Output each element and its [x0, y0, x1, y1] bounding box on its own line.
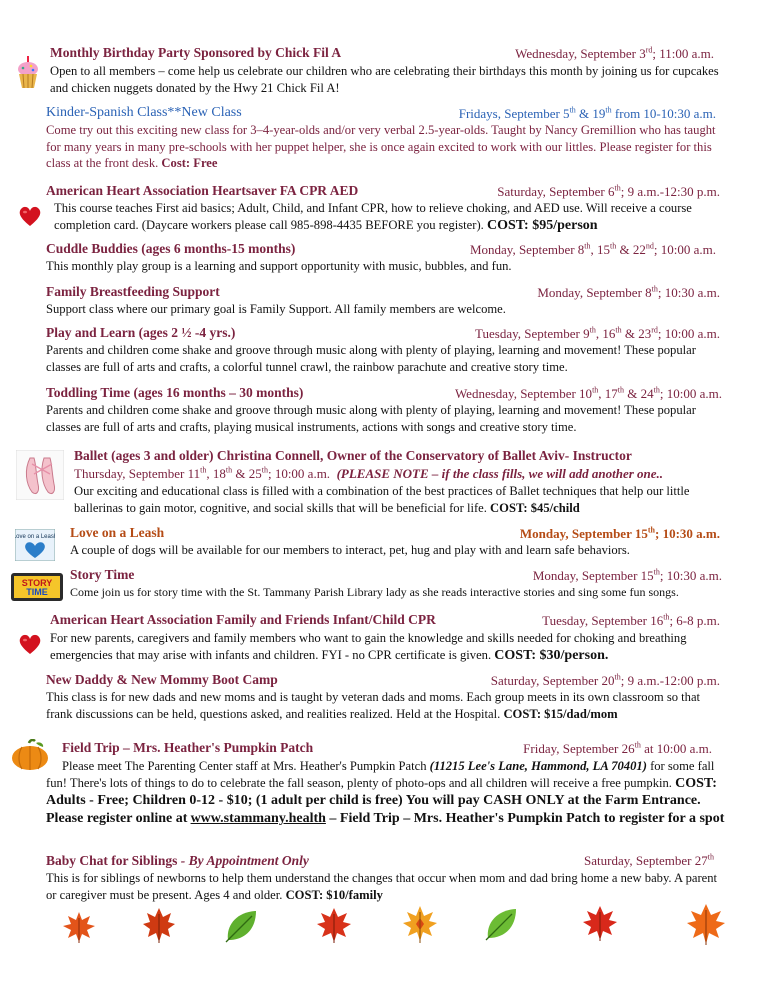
event-title: Kinder-Spanish Class**New Class: [46, 105, 242, 120]
event-title: Field Trip – Mrs. Heather's Pumpkin Patch: [62, 740, 314, 755]
heart-icon: [18, 204, 42, 233]
event-date: Monday, September 15th; 10:30 a.m.: [532, 567, 722, 583]
autumn-leaves-border: [0, 898, 772, 958]
story-time-icon-label-bottom: TIME: [26, 587, 48, 597]
event-title: Ballet (ages 3 and older) Christina Connell, Owner of the Conservatory of Ballet Aviv- Instructor: [74, 448, 632, 463]
event-description: Parents and children come shake and groove through music along with plenty of playing, learning and movement! These popular classes are full of arts and crafts, playing musical instruments, actions with songs and creative story time.: [46, 403, 696, 434]
event-date: Saturday, September 20th; 9 a.m.-12:00 p.m.: [490, 672, 720, 688]
event-date: Thursday, September 11th, 18th & 25th; 10:00 a.m. (PLEASE NOTE – if the class fills, we will add another one..: [74, 465, 664, 481]
story-time-icon-label-top: STORY: [21, 578, 53, 588]
event-title-sub: - By Appointment Only: [180, 853, 309, 868]
event-date: Monday, September 8th, 15th & 22nd; 10:00 a.m.: [469, 241, 716, 257]
autumn-leaf-icon: [686, 902, 726, 946]
event-description: For new parents, caregivers and family members who want to gain the knowledge and skills needed for choking and breathing emergencies that may arise with infants and children. FYI - no CPR certificate is given. COST: $30/person.: [50, 631, 687, 663]
event-date: Saturday, September 27th: [584, 852, 714, 868]
autumn-leaf-icon: [482, 906, 520, 942]
event-description: This monthly play group is a learning and support opportunity with music, bubbles, and fun.: [46, 259, 512, 273]
cupcake-icon: [16, 56, 40, 95]
event-description: Parents and children come shake and groove through music along with plenty of playing, learning and movement! These popular classes are full of arts and crafts, a colorful tunnel crawl, the rainbow parachute and creative story time.: [46, 343, 696, 374]
event-note: (PLEASE NOTE – if the class fills, we will add another one..: [336, 466, 664, 481]
autumn-leaf-icon: [142, 906, 176, 944]
event-date: Tuesday, September 9th, 16th & 23rd; 10:00 a.m.: [475, 325, 720, 341]
autumn-leaf-icon: [402, 904, 438, 944]
story-time-icon: [11, 573, 63, 606]
event-description: This is for siblings of newborns to help them understand the changes that occur when mom and dad bring home a new baby. A parent or caregiver must be present. Ages 4 and older. COST: $10/family: [46, 871, 718, 902]
autumn-leaf-icon: [582, 904, 618, 942]
register-link[interactable]: www.stammany.health: [190, 811, 326, 827]
event-date: Wednesday, September 3rd; 11:00 a.m.: [515, 45, 714, 61]
autumn-leaf-icon: [62, 910, 96, 944]
ballet-shoes-icon: [16, 450, 64, 505]
event-date: Monday, September 15th; 10:30 a.m.: [519, 525, 720, 541]
event-description: This class is for new dads and new moms and is taught by veteran dads and moms. Each group meets in its own classroom so that frank discussions can be held, questions asked, and realities realized. Held at the Hospital. COST: $15/dad/mom: [46, 690, 701, 721]
event-description: Please meet The Parenting Center staff at Mrs. Heather's Pumpkin Patch (11215 Lee's Lane, Hammond, LA 70401) for some fall fun! There's lots of things to do to celebrate the fall season, plenty of photo-ops and all children will receive a free pumpkin. COST: Adults - Free; Children 0-12 - $10; (1 adult per child is free) You will pay CASH ONLY at the Farm Entrance. Please register online at www.stammany.health – Field Trip – Mrs. Heather's Pumpkin Patch to register for a spot: [46, 759, 725, 827]
event-date: Tuesday, September 16th; 6-8 p.m.: [542, 612, 720, 628]
event-title: Monthly Birthday Party Sponsored by Chick Fil A: [50, 45, 342, 60]
event-title: Family Breastfeeding Support: [46, 284, 220, 299]
event-title: American Heart Association Heartsaver FA CPR AED: [46, 183, 359, 198]
event-description: Come join us for story time with the St. Tammany Parish Library lady as she reads interactive stories and sing some fun songs.: [70, 585, 679, 599]
heart-icon: [18, 632, 42, 661]
event-title: Cuddle Buddies (ages 6 months-15 months): [46, 241, 296, 256]
event-description: Open to all members – come help us celebrate our children who are celebrating their birthdays this month by joining us for cupcakes and chicken nuggets donated by the Hwy 21 Chick Fil A!: [50, 64, 719, 95]
event-date: Monday, September 8th; 10:30 a.m.: [537, 284, 720, 300]
event-description: A couple of dogs will be available for our members to interact, pet, hug and play with and learn safe behaviors.: [70, 543, 630, 557]
event-title: Story Time: [70, 567, 135, 582]
event-date: Wednesday, September 10th, 17th & 24th; 10:00 a.m.: [454, 385, 722, 401]
event-title: Love on a Leash: [70, 525, 165, 540]
event-title: Toddling Time (ages 16 months – 30 months): [46, 385, 304, 400]
event-description: Come try out this exciting new class for 3–4-year-olds and/or very verbal 2.5-year-olds. Taught by Nancy Gremillion who has taught for many years in many pre-schools with her puppet helper, she is once again excited to work with our littles. Please register for this class at the front desk. Cost: Free: [46, 123, 716, 171]
event-date: Fridays, September 5th & 19th from 10-10:30 a.m.: [458, 105, 716, 121]
event-description: Support class where our primary goal is Family Support. All family members are welcome.: [46, 302, 506, 316]
event-date: Saturday, September 6th; 9 a.m.-12:30 p.m.: [497, 183, 720, 199]
love-on-a-leash-icon-label: Love on a Leash: [15, 534, 55, 540]
event-description: Our exciting and educational class is filled with a combination of the best practices of Ballet techniques that help our little ballerinas to gain motor, cognitive, and social skills that will be beneficial for life. COST: $45/child: [74, 484, 690, 515]
event-title: Baby Chat for Siblings - By Appointment Only: [46, 853, 309, 868]
pumpkin-icon: [10, 739, 50, 776]
autumn-leaf-icon: [316, 906, 352, 944]
event-title: New Daddy & New Mommy Boot Camp: [46, 672, 278, 687]
event-title: American Heart Association Family and Friends Infant/Child CPR: [50, 612, 436, 627]
event-title: Play and Learn (ages 2 ½ -4 yrs.): [46, 325, 236, 340]
event-description: This course teaches First aid basics; Adult, Child, and Infant CPR, how to relieve choking, and AED use. Will receive a course completion card. (Daycare workers please call 985-898-4435 BEFORE you register). COST: $95/person: [54, 201, 692, 233]
love-on-a-leash-icon: [15, 529, 55, 566]
event-date: Friday, September 26th at 10:00 a.m.: [523, 740, 712, 756]
autumn-leaf-icon: [222, 908, 260, 944]
